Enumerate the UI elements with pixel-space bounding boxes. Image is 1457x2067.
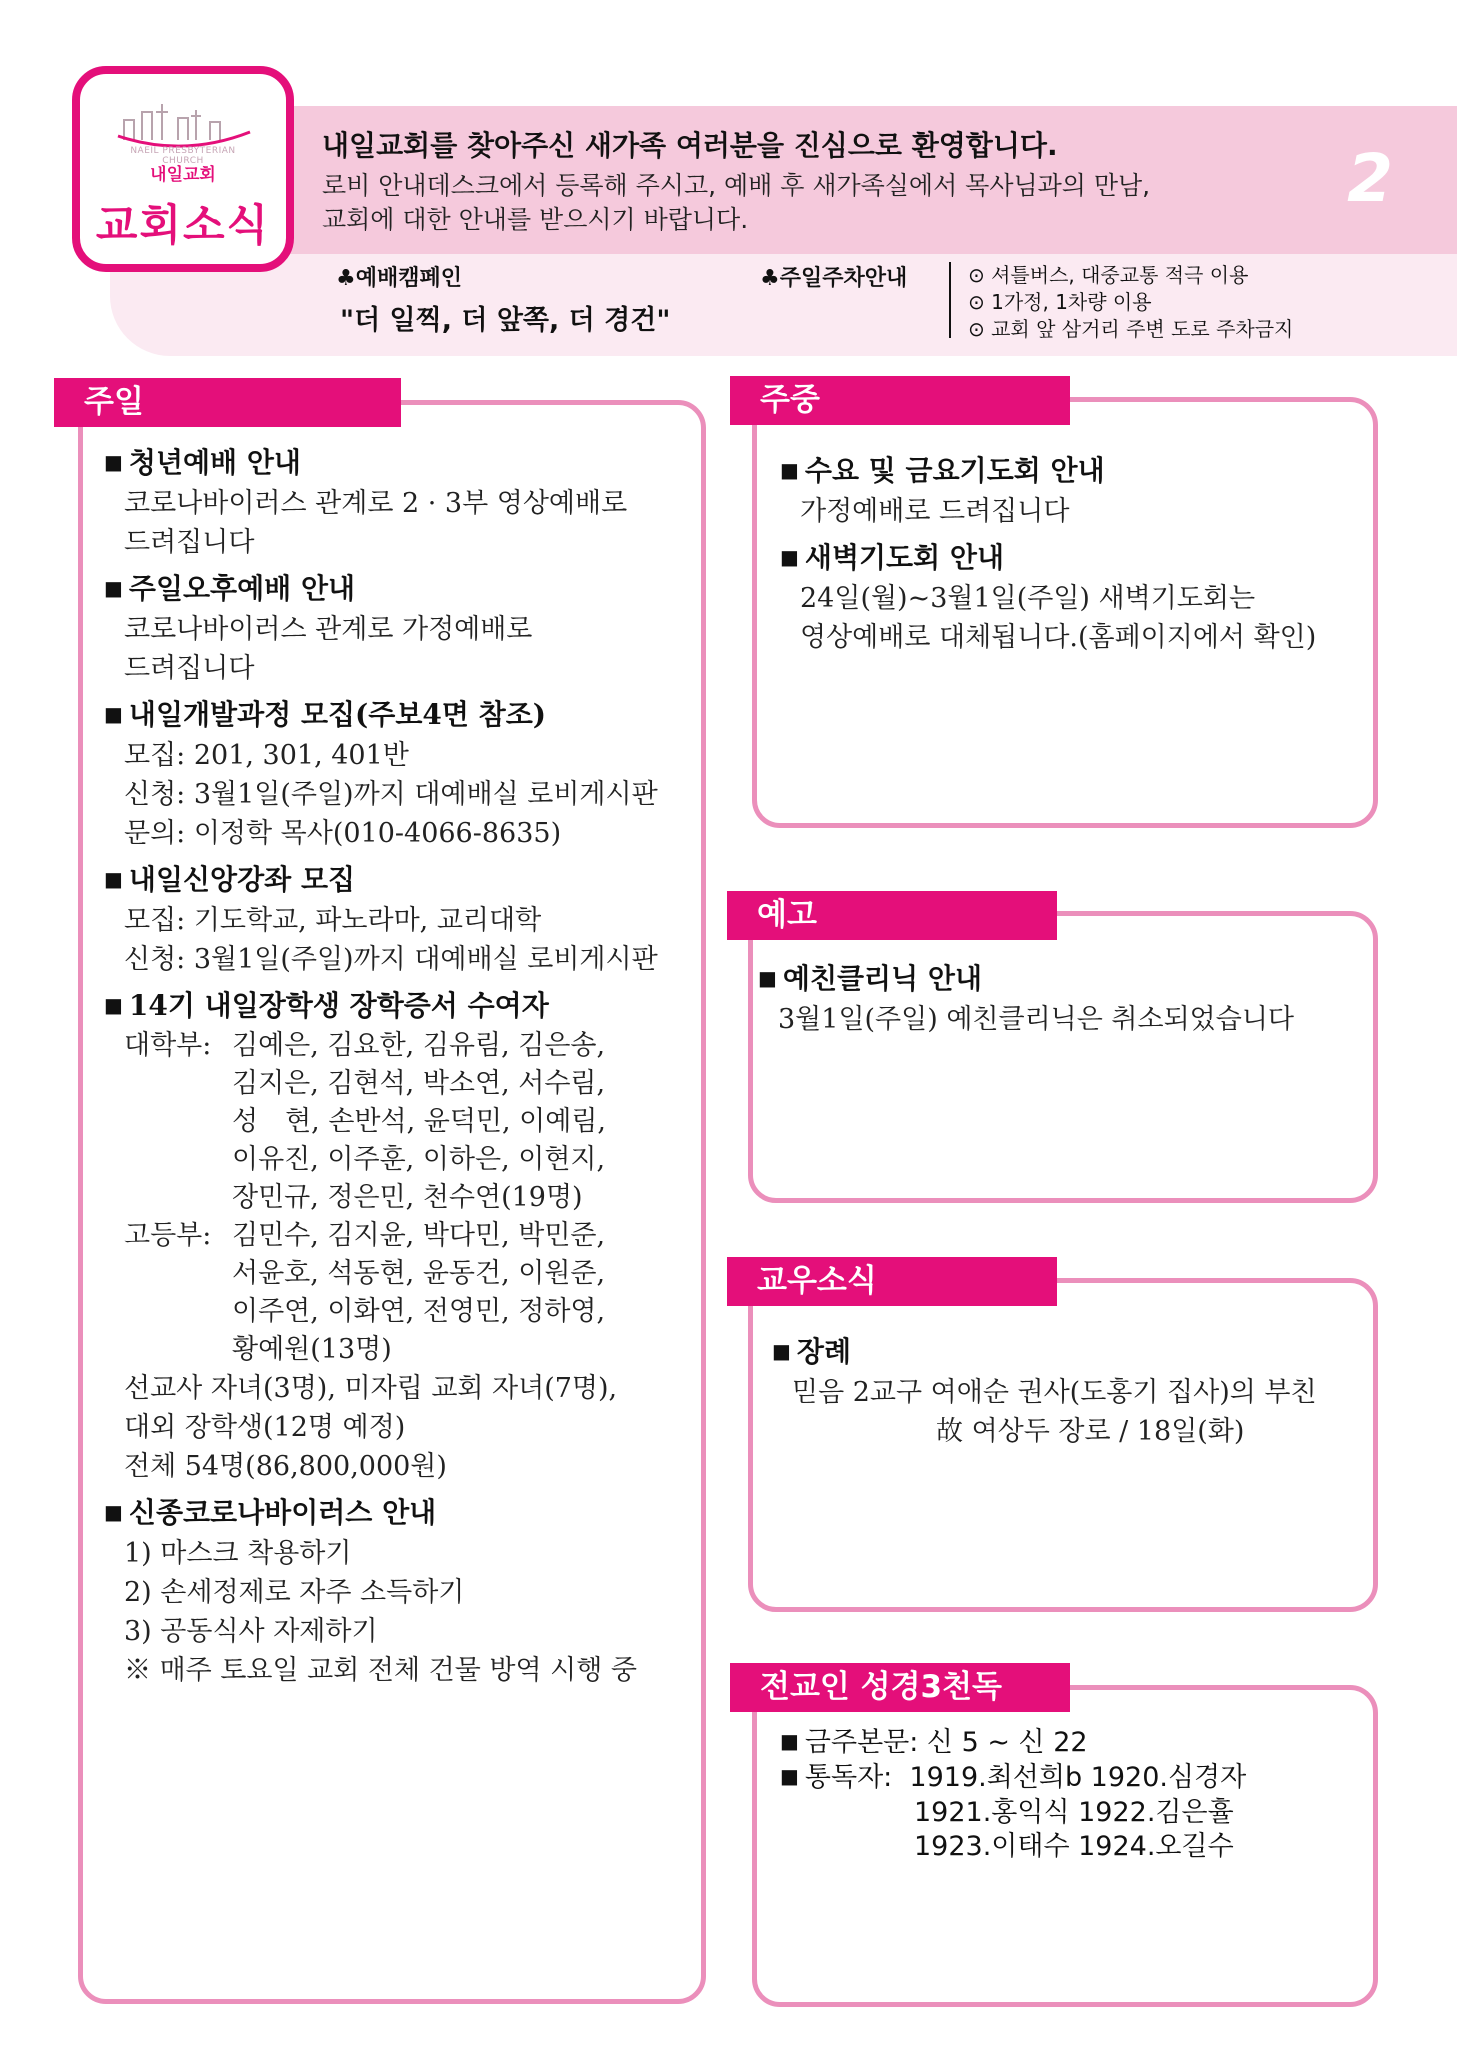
parking-item: ⊙ 셔틀버스, 대중교통 적극 이용 (968, 263, 1249, 287)
members-tab: 교우소식 (727, 1257, 1057, 1306)
scholarship-univ: 대학부: 김예은, 김요한, 김유림, 김은송, (124, 1030, 606, 1061)
corona-text: 2) 손세정제로 자주 소득하기 (124, 1577, 465, 1608)
funeral-heading: ■ 장례 (772, 1333, 1317, 1373)
afternoon-worship-text: 드려집니다 (124, 653, 255, 684)
welcome-line-1: 로비 안내데스크에서 등록해 주시고, 예배 후 새가족실에서 목사님과의 만남, (322, 171, 1151, 200)
parking-item: ⊙ 교회 앞 삼거리 주변 도로 주차금지 (968, 317, 1294, 341)
dawn-prayer-text: 24일(월)~3월1일(주일) 새벽기도회는 (800, 583, 1256, 614)
weekday-tab: 주중 (730, 376, 1070, 425)
prayer-meeting-text: 가정예배로 드려집니다 (800, 496, 1070, 527)
youth-worship-heading: ■ 청년예배 안내 (104, 444, 658, 484)
scholarship-heading: ■ 14기 내일장학생 장학증서 수여자 (104, 987, 658, 1027)
scholarship-total: 전체 54명(86,800,000원) (124, 1451, 447, 1482)
youth-worship-text: 코로나바이러스 관계로 2 · 3부 영상예배로 (124, 488, 628, 519)
parking-item: ⊙ 1가정, 1차량 이용 (968, 290, 1152, 314)
logo-box (72, 66, 294, 272)
parking-label: ♣주일주차안내 (760, 266, 908, 291)
corona-text: ※ 매주 토요일 교회 전체 건물 방역 시행 중 (124, 1655, 637, 1686)
faith-lecture-text: 모집: 기도학교, 파노라마, 교리대학 (124, 905, 542, 936)
scholarship-high: 서윤호, 석동현, 윤동건, 이원준, (232, 1258, 606, 1289)
funeral-text: 故 여상두 장로 / 18일(화) (936, 1416, 1245, 1447)
afternoon-worship-text: 코로나바이러스 관계로 가정예배로 (124, 614, 533, 645)
development-text: 신청: 3월1일(주일)까지 대예배실 로비게시판 (124, 779, 658, 810)
bible-readers: 1921.홍익식 1922.김은휼 (914, 1797, 1234, 1828)
scholarship-extra: 선교사 자녀(3명), 미자립 교회 자녀(7명), (124, 1373, 618, 1404)
scholarship-univ: 김지은, 김현석, 박소연, 서수림, (232, 1068, 606, 1099)
notice-panel (748, 911, 1378, 1203)
funeral-text: 믿음 2교구 여애순 권사(도홍기 집사)의 부친 (792, 1377, 1317, 1408)
bible-readers: 1923.이태수 1924.오길수 (914, 1831, 1234, 1862)
members-content (772, 1333, 1317, 1451)
notice-tab: 예고 (727, 891, 1057, 940)
clinic-heading: ■ 예친클리닉 안내 (758, 960, 1294, 1000)
faith-lecture-text: 신청: 3월1일(주일)까지 대예배실 로비게시판 (124, 944, 658, 975)
corona-text: 3) 공동식사 자제하기 (124, 1616, 378, 1647)
page-number: 2 (1347, 140, 1393, 217)
logo-name: 내일교회 (150, 165, 216, 185)
dawn-prayer-heading: ■ 새벽기도회 안내 (780, 539, 1316, 579)
campaign-label: ♣예배캠페인 (336, 266, 462, 291)
logo-subtitle: NAEIL PRESBYTERIAN CHURCH (130, 146, 236, 166)
scholarship-univ: 이유진, 이주훈, 이하은, 이현지, (232, 1144, 606, 1175)
faith-lecture-heading: ■ 내일신앙강좌 모집 (104, 861, 658, 901)
dawn-prayer-text: 영상예배로 대체됩니다.(홈페이지에서 확인) (800, 622, 1317, 653)
sunday-content (104, 444, 658, 1690)
welcome-line-2: 교회에 대한 안내를 받으시기 바랍니다. (322, 205, 749, 234)
corona-heading: ■ 신종코로나바이러스 안내 (104, 1494, 658, 1534)
scholarship-high: 고등부: 김민수, 김지윤, 박다민, 박민준, (124, 1220, 606, 1251)
weekday-content (780, 452, 1316, 657)
campaign-slogan: "더 일찍, 더 앞쪽, 더 경건" (340, 305, 671, 336)
section-title: 교회소식 (95, 201, 271, 251)
bible-passage: ■ 금주본문: 신 5 ~ 신 22 (780, 1727, 1088, 1758)
scholarship-univ: 성 현, 손반석, 윤덕민, 이예림, (232, 1106, 606, 1137)
scholarship-univ: 장민규, 정은민, 천수연(19명) (232, 1182, 583, 1213)
bible-content (780, 1726, 1246, 1864)
scholarship-high: 황예원(13명) (232, 1334, 392, 1365)
afternoon-worship-heading: ■ 주일오후예배 안내 (104, 570, 658, 610)
clinic-text: 3월1일(주일) 예친클리닉은 취소되었습니다 (778, 1004, 1294, 1035)
notice-content (758, 960, 1294, 1039)
corona-text: 1) 마스크 착용하기 (124, 1538, 352, 1569)
welcome-title: 내일교회를 찾아주신 새가족 여러분을 진심으로 환영합니다. (322, 129, 1058, 162)
development-heading: ■ 내일개발과정 모집(주보4면 참조) (104, 696, 658, 736)
scholarship-high: 이주연, 이화연, 전영민, 정하영, (232, 1296, 606, 1327)
parking-divider (949, 262, 951, 338)
development-text: 모집: 201, 301, 401반 (124, 740, 409, 771)
scholarship-extra: 대외 장학생(12명 예정) (124, 1412, 406, 1443)
youth-worship-text: 드려집니다 (124, 527, 255, 558)
bible-tab: 전교인 성경3천독 (730, 1663, 1070, 1712)
sunday-tab: 주일 (54, 378, 401, 427)
development-text: 문의: 이정학 목사(010-4066-8635) (124, 818, 562, 849)
bible-readers: ■ 통독자: 1919.최선희b 1920.심경자 (780, 1762, 1247, 1793)
prayer-meeting-heading: ■ 수요 및 금요기도회 안내 (780, 452, 1316, 492)
